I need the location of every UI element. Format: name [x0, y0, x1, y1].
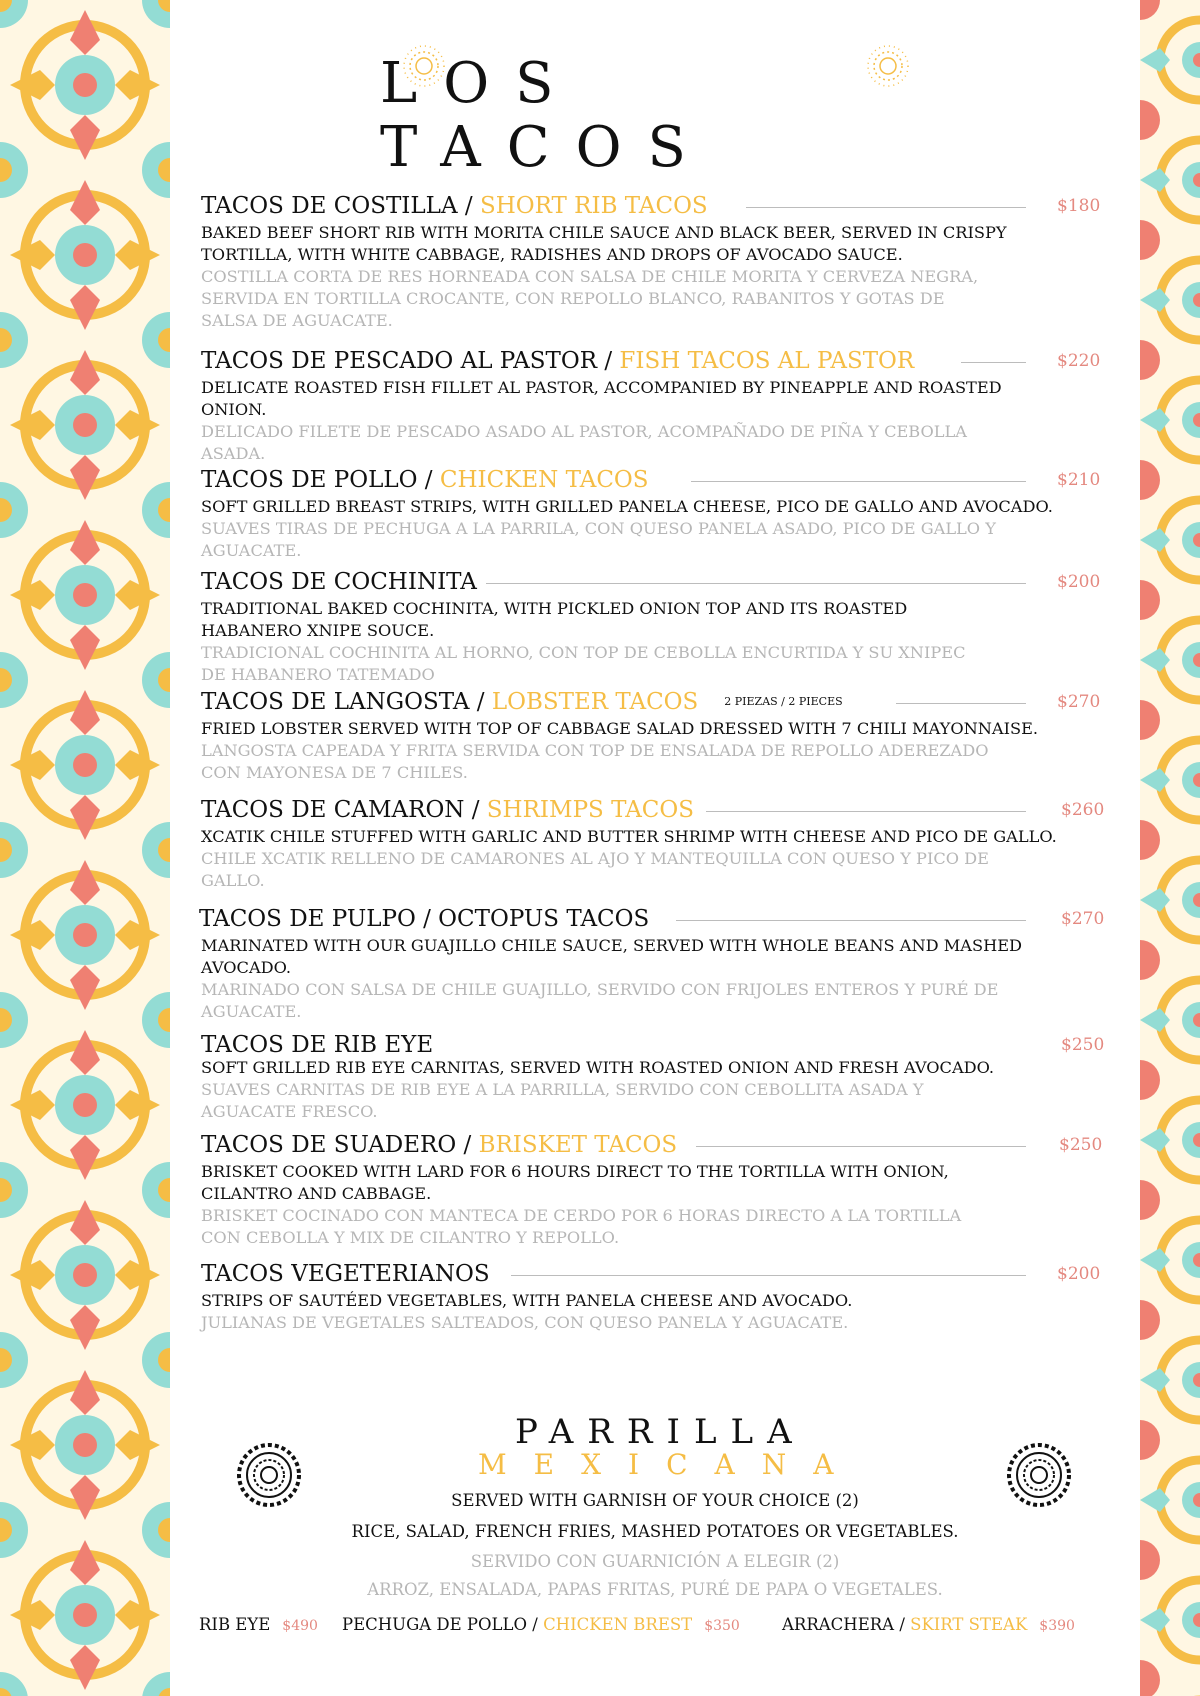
- item-description-en: TRADITIONAL BAKED COCHINITA, WITH PICKLED ONION TOP AND ITS ROASTED HABANERO XNIPE SOUCE.: [201, 599, 908, 640]
- leader-rule: [961, 362, 1026, 363]
- item-price: $250: [1061, 1035, 1105, 1055]
- item-description-en: FRIED LOBSTER SERVED WITH TOP OF CABBAGE SALAD DRESSED WITH 7 CHILI MAYONNAISE.: [201, 719, 1039, 738]
- leader-rule: [746, 207, 1026, 208]
- item-description-en: STRIPS OF SAUTÉED VEGETABLES, WITH PANELA CHEESE AND AVOCADO.: [201, 1291, 853, 1310]
- item-description-es: CHILE XCATIK RELLENO DE CAMARONES AL AJO Y MANTEQUILLA CON QUESO Y PICO DE GALLO.: [201, 849, 989, 890]
- item-description-es: SUAVES CARNITAS DE RIB EYE A LA PARRILLA, SERVIDO CON CEBOLLITA ASADA Y AGUACATE FRESCO.: [201, 1080, 924, 1121]
- right-tile-border: [1140, 0, 1200, 1696]
- menu-item-costilla: [201, 192, 1101, 332]
- garnish-options-es: ARROZ, ENSALADA, PAPAS FRITAS, PURÉ DE PAPA O VEGETALES.: [367, 1580, 943, 1599]
- garnish-note-en: SERVED WITH GARNISH OF YOUR CHOICE (2): [451, 1491, 859, 1510]
- leader-rule: [706, 811, 1026, 812]
- item-name: TACOS DE LANGOSTA / LOBSTER TACOS 2 PIEZAS / 2 PIECES: [201, 689, 843, 715]
- leader-rule: [486, 583, 1026, 584]
- item-description-es: COSTILLA CORTA DE RES HORNEADA CON SALSA DE CHILE MORITA Y CERVEZA NEGRA, SERVIDA EN TORTILLA CROCANTE, CON REPOLLO BLANCO, RABANITOS Y GOTAS DE SALSA DE AGUACATE.: [201, 267, 979, 330]
- item-name: TACOS DE PULPO / OCTOPUS TACOS: [199, 906, 650, 932]
- item-description-en: BAKED BEEF SHORT RIB WITH MORITA CHILE SAUCE AND BLACK BEER, SERVED IN CRISPY TORTILLA, WITH WHITE CABBAGE, RADISHES AND DROPS OF AVOCADO SAUCE.: [201, 223, 1007, 264]
- item-name: TACOS DE PESCADO AL PASTOR / FISH TACOS AL PASTOR: [201, 348, 915, 374]
- leader-rule: [696, 1146, 1026, 1147]
- menu-item-rib-eye: [201, 1031, 1105, 1123]
- item-price: $260: [1061, 800, 1105, 820]
- leader-rule: [896, 703, 1026, 704]
- item-description-es: SUAVES TIRAS DE PECHUGA A LA PARRILA, CON QUESO PANELA ASADO, PICO DE GALLO Y AGUACATE.: [201, 519, 996, 560]
- leader-rule: [511, 1275, 1026, 1276]
- page-title: LOS TACOS: [380, 51, 712, 180]
- item-name: TACOS DE SUADERO / BRISKET TACOS: [201, 1132, 678, 1158]
- item-name: TACOS DE COSTILLA / SHORT RIB TACOS: [201, 193, 708, 219]
- menu-item-cochinita: [201, 568, 1101, 686]
- item-description-en: SOFT GRILLED BREAST STRIPS, WITH GRILLED PANELA CHEESE, PICO DE GALLO AND AVOCADO.: [201, 497, 1053, 516]
- item-description-es: LANGOSTA CAPEADA Y FRITA SERVIDA CON TOP DE ENSALADA DE REPOLLO ADEREZADO CON MAYONESA DE 7 CHILES.: [201, 741, 989, 782]
- menu-item-camaron: [201, 796, 1105, 892]
- item-price: $180: [1057, 196, 1101, 216]
- item-price: $200: [1057, 572, 1101, 592]
- item-description-en: SOFT GRILLED RIB EYE CARNITAS, SERVED WITH ROASTED ONION AND FRESH AVOCADO.: [201, 1058, 995, 1077]
- item-name: TACOS DE RIB EYE: [201, 1032, 434, 1058]
- leader-rule: [691, 481, 1026, 482]
- item-name: TACOS DE COCHINITA: [201, 569, 477, 595]
- pieces-note: 2 PIEZAS / 2 PIECES: [724, 695, 843, 708]
- item-description-es: BRISKET COCINADO CON MANTECA DE CERDO POR 6 HORAS DIRECTO A LA TORTILLA CON CEBOLLA Y MIX DE CILANTRO Y REPOLLO.: [201, 1206, 962, 1247]
- item-description-es: JULIANAS DE VEGETALES SALTEADOS, CON QUESO PANELA Y AGUACATE.: [201, 1313, 849, 1332]
- item-price: $220: [1057, 351, 1101, 371]
- section-title: PARRILLA: [515, 1412, 806, 1452]
- item-price: $270: [1057, 692, 1101, 712]
- item-price: $210: [1057, 470, 1101, 490]
- garnish-note-es: SERVIDO CON GUARNICIÓN A ELEGIR (2): [470, 1552, 840, 1571]
- section-subtitle: MEXICANA: [478, 1448, 861, 1481]
- item-description-es: MARINADO CON SALSA DE CHILE GUAJILLO, SERVIDO CON FRIJOLES ENTEROS Y PURÉ DE AGUACATE.: [201, 980, 999, 1021]
- item-name: TACOS DE CAMARON / SHRIMPS TACOS: [201, 797, 695, 823]
- grill-option-rib-eye: RIB EYE $490: [199, 1615, 318, 1634]
- menu-item-pollo: [201, 466, 1101, 562]
- menu-item-suadero: [201, 1131, 1101, 1249]
- menu-item-pescado: [201, 347, 1101, 465]
- menu-item-pulpo: [199, 905, 1105, 1023]
- item-description-en: BRISKET COOKED WITH LARD FOR 6 HOURS DIRECT TO THE TORTILLA WITH ONION, CILANTRO AND CABBAGE.: [201, 1162, 949, 1203]
- item-description-es: DELICADO FILETE DE PESCADO ASADO AL PASTOR, ACOMPAÑADO DE PIÑA Y CEBOLLA ASADA.: [201, 422, 967, 463]
- item-name: TACOS VEGETERIANOS: [201, 1261, 490, 1287]
- garnish-options-en: RICE, SALAD, FRENCH FRIES, MASHED POTATOES OR VEGETABLES.: [351, 1522, 959, 1541]
- item-description-en: DELICATE ROASTED FISH FILLET AL PASTOR, ACCOMPANIED BY PINEAPPLE AND ROASTED ONION.: [201, 378, 1002, 419]
- item-name: TACOS DE POLLO / CHICKEN TACOS: [201, 467, 649, 493]
- item-price: $270: [1061, 909, 1105, 929]
- item-description-en: XCATIK CHILE STUFFED WITH GARLIC AND BUTTER SHRIMP WITH CHEESE AND PICO DE GALLO.: [201, 827, 1057, 846]
- menu-item-vegeterianos: [201, 1260, 1101, 1334]
- leader-rule: [676, 920, 1026, 921]
- grill-option-skirt-steak: ARRACHERA / SKIRT STEAK $390: [782, 1615, 1075, 1634]
- item-price: $200: [1057, 1264, 1101, 1284]
- item-description-es: TRADICIONAL COCHINITA AL HORNO, CON TOP DE CEBOLLA ENCURTIDA Y SU XNIPEC DE HABANERO TATEMADO: [201, 643, 966, 684]
- grill-option-chicken: PECHUGA DE POLLO / CHICKEN BREST $350: [342, 1615, 740, 1634]
- item-description-en: MARINATED WITH OUR GUAJILLO CHILE SAUCE, SERVED WITH WHOLE BEANS AND MASHED AVOCADO.: [201, 936, 1023, 977]
- menu-item-langosta: [201, 688, 1101, 784]
- left-tile-border: [0, 0, 170, 1696]
- item-price: $250: [1059, 1135, 1103, 1155]
